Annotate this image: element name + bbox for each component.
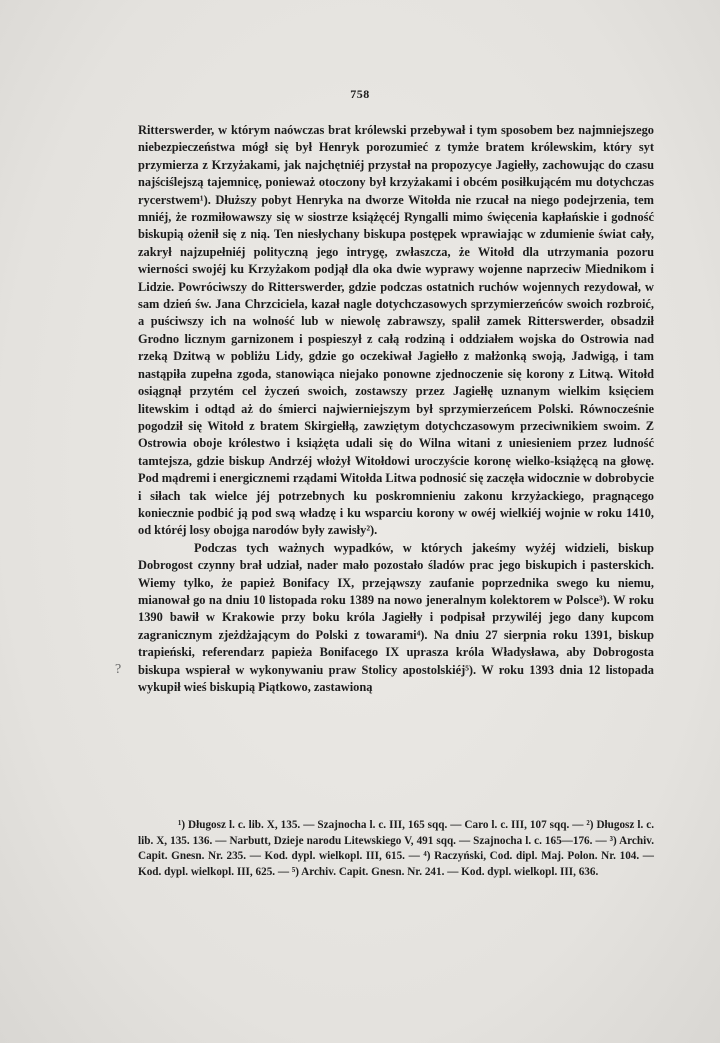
- paragraph-1: Ritterswerder, w którym naówczas brat królewski przebywał i tym sposobem bez najmniejszego niebezpieczeństwa mógł się był Henryk porozumieć z tymże bratem królewskim, który syt przymierza z Krzyżakami, jak najchętniéj przystał na propozycye Jagiełły, zachowując do czasu najściślejszą tajemnicę, ponieważ otoczony był krzyżakami i obcém posiłkującém mu dotychczas rycerstwem¹). Dłuższy pobyt Henryka na dworze Witołda nie rzucał na niego podejrzenia, tem mniéj, że rozmiłowawszy się w siostrze książęcéj Ryngalli mimo święcenia kapłańskie i godność biskupią ożenił się z nią. Ten niesłychany biskupa postępek wprawiając w zdumienie świat cały, zakrył najzupełniéj polityczną jego intrygę, zwłaszcza, że Witołd dla utrzymania pozoru wierności swojéj ku Krzyżakom podjął dla oka dwie wyprawy wojenne naprzeciw Miednikom i Lidzie. Powróciwszy do Ritterswerder, gdzie podczas ostatnich ruchów wojennych rezydował, w sam dzień św. Jana Chrzciciela, kazał nagle dotychczasowych sprzymierzeńców swoich rozbroić, a puściwszy ich na wolność lub w niewolę zabrawszy, spalił zamek Ritterswerder, obsadził Grodno licznym garnizonem i pospieszył z całą rodziną i oddziałem wojska do Ostrowia nad rzeką Dzitwą w pobliżu Lidy, gdzie go oczekiwał Jagiełło z małżonką swoją, Jadwigą, i tam nastąpiła zupełna zgoda, stanowiąca niejako ponowne zjednoczenie się korony z Litwą. Witołd osiągnął przytém cel życzeń swoich, zostawszy przez Jagiełłę uznanym wielkim księciem litewskim i odtąd aż do śmierci najwierniejszym był sprzymierzeńcem Polski. Równocześnie pogodził się Witołd z bratem Skirgiełłą, zawziętym dotychczasowym przeciwnikiem swoim. Z Ostrowia oboje królestwo i książęta udali się do Wilna witani z uniesieniem przez ludność tamtejsza, gdzie biskup Andrzéj włożył Witołdowi uroczyście koronę wielko-książęcą na głowę. Pod mądremi i energicznemi rządami Witołda Litwa podnosić się zaczęła widocznie w dobrobycie i siłach tak wielce jéj potrzebnych ku poskromnieniu zakonu krzyżackiego, pragnącego koniecznie podbić ją pod swą władzę i ku wsparciu korony w owéj wielkiéj wojnie w roku 1410, od któréj losy obojga narodów były zawisły²).: [138, 123, 654, 538]
- margin-annotation: ?: [115, 662, 122, 677]
- body-text: [138, 122, 654, 696]
- footnotes: [138, 818, 654, 880]
- page-number: 758: [350, 87, 370, 101]
- paragraph-2: Podczas tych ważnych wypadków, w których jakeśmy wyżéj widzieli, biskup Dobrogost czynny brał udział, nader mało pozostało śladów prac jego biskupich i pasterskich. Wiemy tylko, że papież Bonifacy IX, przejąwszy zaufanie poprzednika swego ku niemu, mianował go na dniu 10 listopada roku 1389 na nowo jeneralnym kolektorem w Polsce³). W roku 1390 bawił w Krakowie przy boku króla Jagiełły i podpisał przywiléj jego dany kupcom zagranicznym zjeżdżającym do Polski z towarami⁴). Na dniu 27 sierpnia roku 1391, biskup trapieński, referendarz papieża Bonifacego IX uprasza króla Władysława, aby Dobrogosta biskupa wspierał w wykonywaniu praw Stolicy apostolskiéj⁵). W roku 1393 dnia 12 listopada wykupił wieś biskupią Piątkowo, zastawioną: [138, 540, 654, 694]
- footnote-text: ¹) Długosz l. c. lib. X, 135. — Szajnocha l. c. III, 165 sqq. — Caro l. c. III, 107 sqq. — ²) Długosz l. c. lib. X, 135. 136. — Narbutt, Dzieje narodu Litewskiego V, 491 sqq. — Szajnocha l. c. 165—176. — ³) Archiv. Capit. Gnesn. Nr. 235. — Kod. dypl. wielkopl. III, 615. — ⁴) Raczyński, Cod. dipl. Maj. Polon. Nr. 104. — Kod. dypl. wielkopl. III, 625. — ⁵) Archiv. Capit. Gnesn. Nr. 241. — Kod. dypl. wielkopl. III, 636.: [138, 819, 654, 878]
